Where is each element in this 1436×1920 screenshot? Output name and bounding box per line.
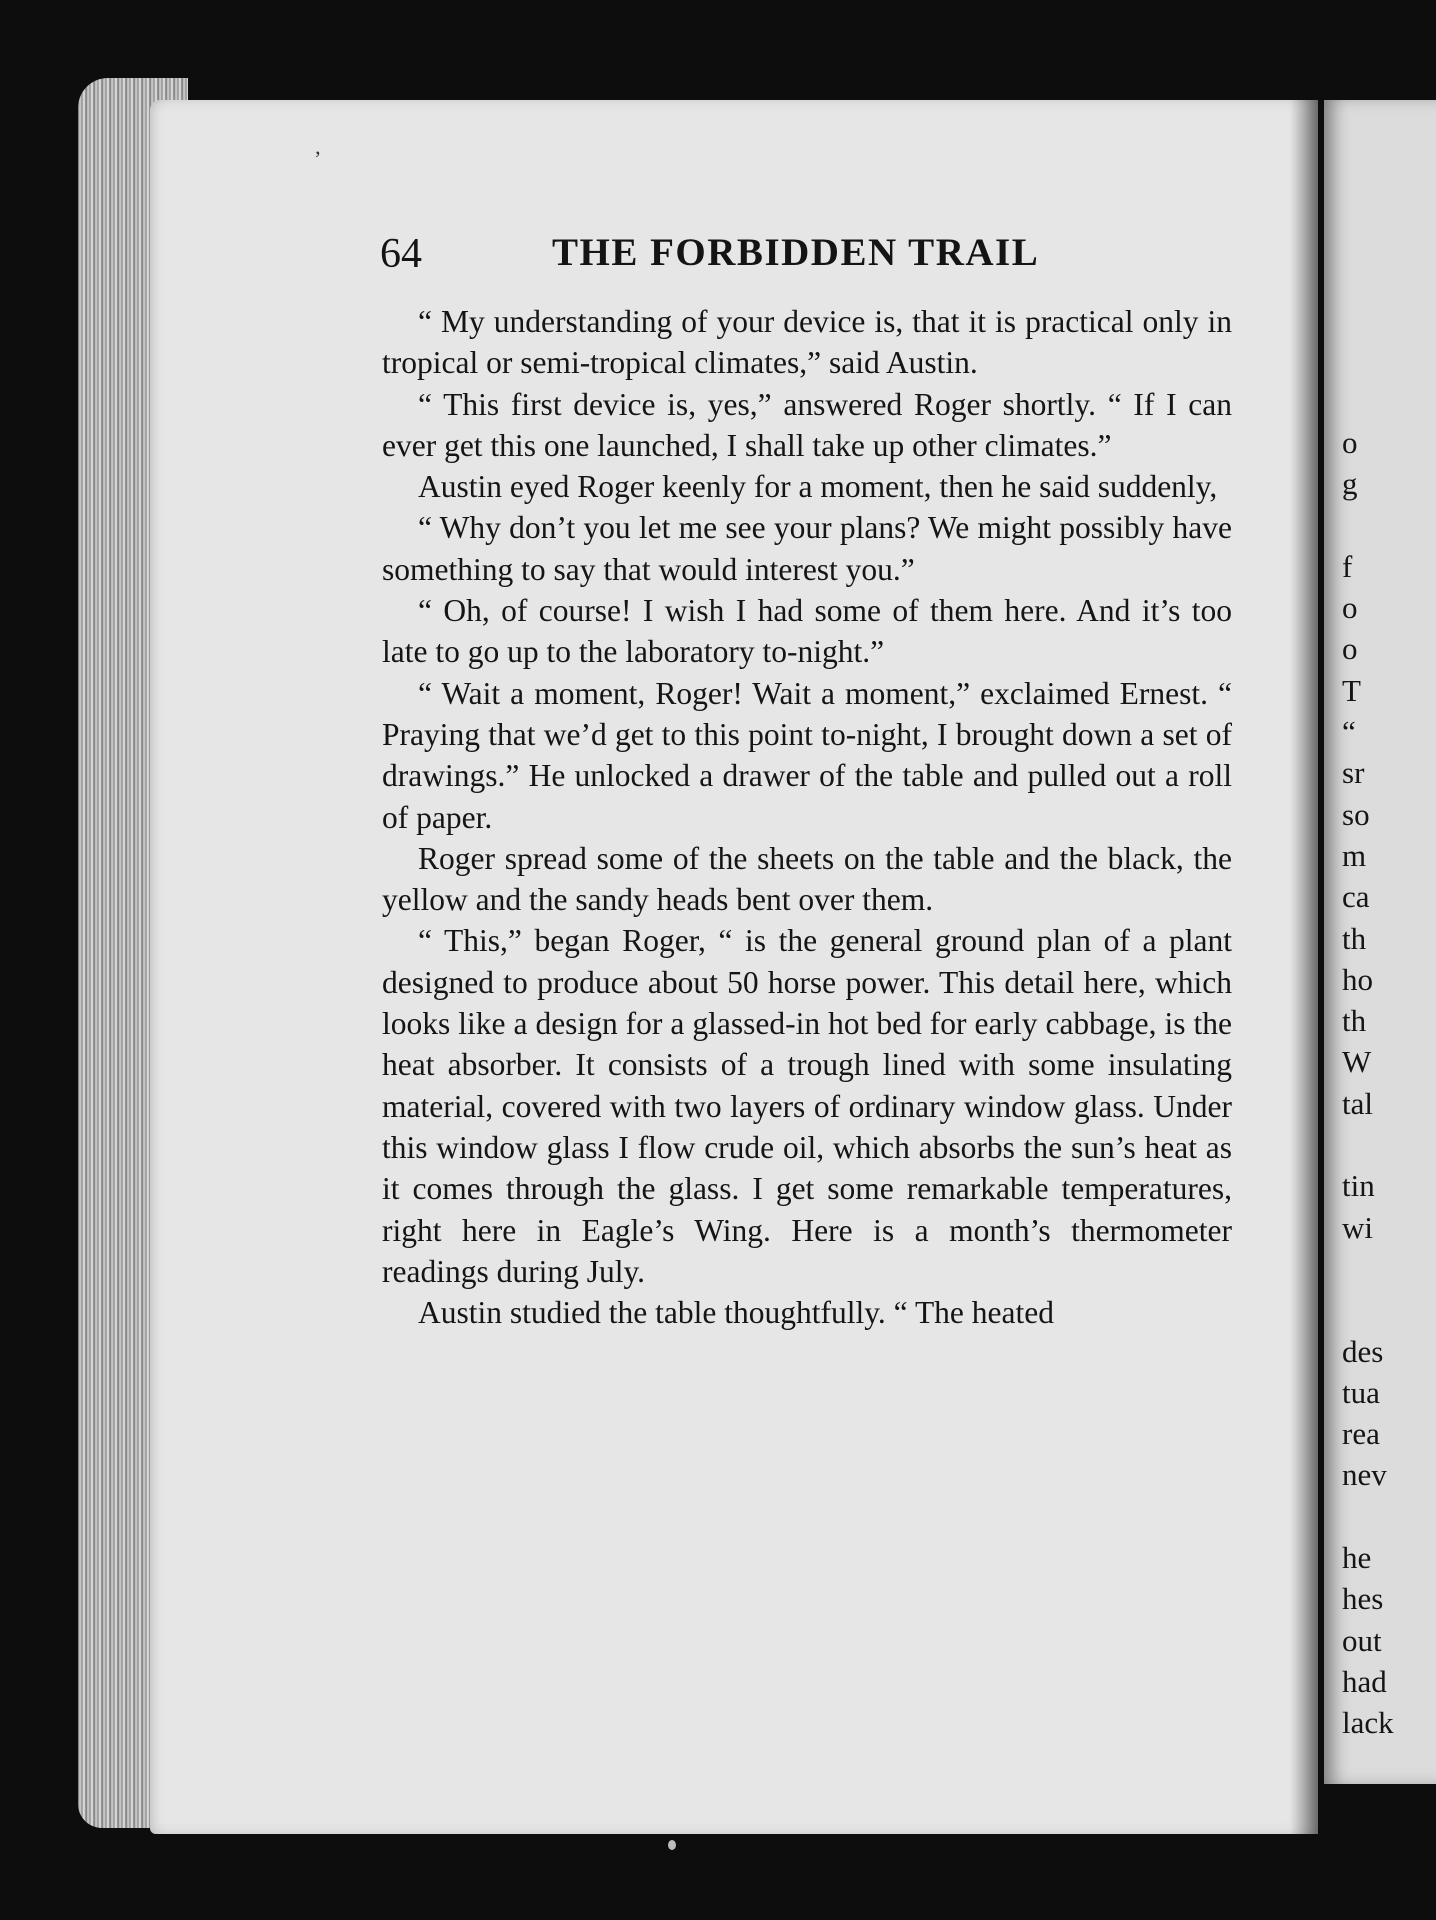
paragraph: “ Oh, of course! I wish I had some of them here. And it’s too late to go up to the laboratory to-night.” [382,593,1232,670]
paragraph: “ Wait a moment, Roger! Wait a moment,” exclaimed Ernest. “ Praying that we’d get to this point to-night, I brought down a set of drawings.” He unlocked a drawer of the table and pulled out a roll of paper. [382,675,1232,835]
paragraph: Austin studied the table thoughtfully. “ The heated [418,1295,1054,1331]
right-page-line: W [1342,1044,1372,1080]
page-header [380,230,1220,286]
right-page-line: g [1342,466,1358,502]
right-page-line: so [1342,796,1370,832]
right-page-line: o [1342,425,1358,460]
right-page-line: out [1342,1622,1382,1658]
right-page-line: “ [1342,714,1356,750]
right-page-line [1342,1496,1436,1537]
paragraph: “ My understanding of your device is, that it is practical only in tropical or semi-tropical climates,” said Austin. [382,304,1232,381]
paragraph: “ This first device is, yes,” answered Roger shortly. “ If I can ever get this one launched, I shall take up other climates.” [382,386,1232,463]
right-page-line: tal [1342,1085,1373,1121]
right-page [1324,100,1436,1784]
paragraph: Austin eyed Roger keenly for a moment, then he said suddenly, [418,469,1218,505]
right-page-line: tua [1342,1374,1380,1410]
right-page-line: sr [1342,755,1365,791]
right-page-line: ca [1342,879,1370,915]
right-page-line: T [1342,672,1361,708]
right-page-line: wi [1342,1209,1373,1245]
right-page-line: f [1342,548,1353,584]
paragraph: Roger spread some of the sheets on the table and the black, the yellow and the sandy heads bent over them. [382,840,1232,918]
right-page-line [1342,505,1436,546]
right-page-line: had [1342,1663,1387,1699]
right-page-line: lack [1342,1705,1394,1741]
right-page-line: ho [1342,961,1373,997]
gutter-shadow [1290,100,1318,1834]
right-page-line [1342,1289,1436,1330]
right-page-line: hes [1342,1581,1384,1617]
paragraph: “ This,” began Roger, “ is the general ground plan of a plant designed to produce about 50 horse power. This detail here, which looks like a design for a glassed-in hot bed for early cabbage, is the heat absorber. It consists of a trough lined with some insulating material, covered with two layers of ordinary window glass. Under this window glass I flow crude oil, which absorbs the sun’s heat as it comes through the glass. I get some remarkable temperatures, right here in Eagle’s Wing. Here is a month’s thermometer readings during July. [382,923,1232,1289]
right-page-line: rea [1342,1416,1380,1452]
right-page-text-fragments [1342,422,1436,1744]
right-page-line: he [1342,1540,1372,1576]
body-text [382,301,1232,1333]
right-page-line: tin [1342,1168,1375,1204]
right-page-line: th [1342,1003,1367,1039]
paragraph: “ Why don’t you let me see your plans? We might possibly have something to say that would interest you.” [382,510,1232,587]
right-page-line [1342,1248,1436,1289]
page-number: 64 [380,231,422,277]
bottom-mark [668,1840,676,1850]
running-head: THE FORBIDDEN TRAIL [552,231,1040,274]
right-page-line: o [1342,590,1358,626]
right-page-line: des [1342,1333,1384,1369]
stray-mark: ’ [314,146,322,171]
right-page-line: o [1342,631,1358,667]
right-page-line: m [1342,837,1367,873]
right-page-line [1342,1124,1436,1165]
right-page-line: th [1342,920,1367,956]
right-page-line: nev [1342,1457,1387,1493]
